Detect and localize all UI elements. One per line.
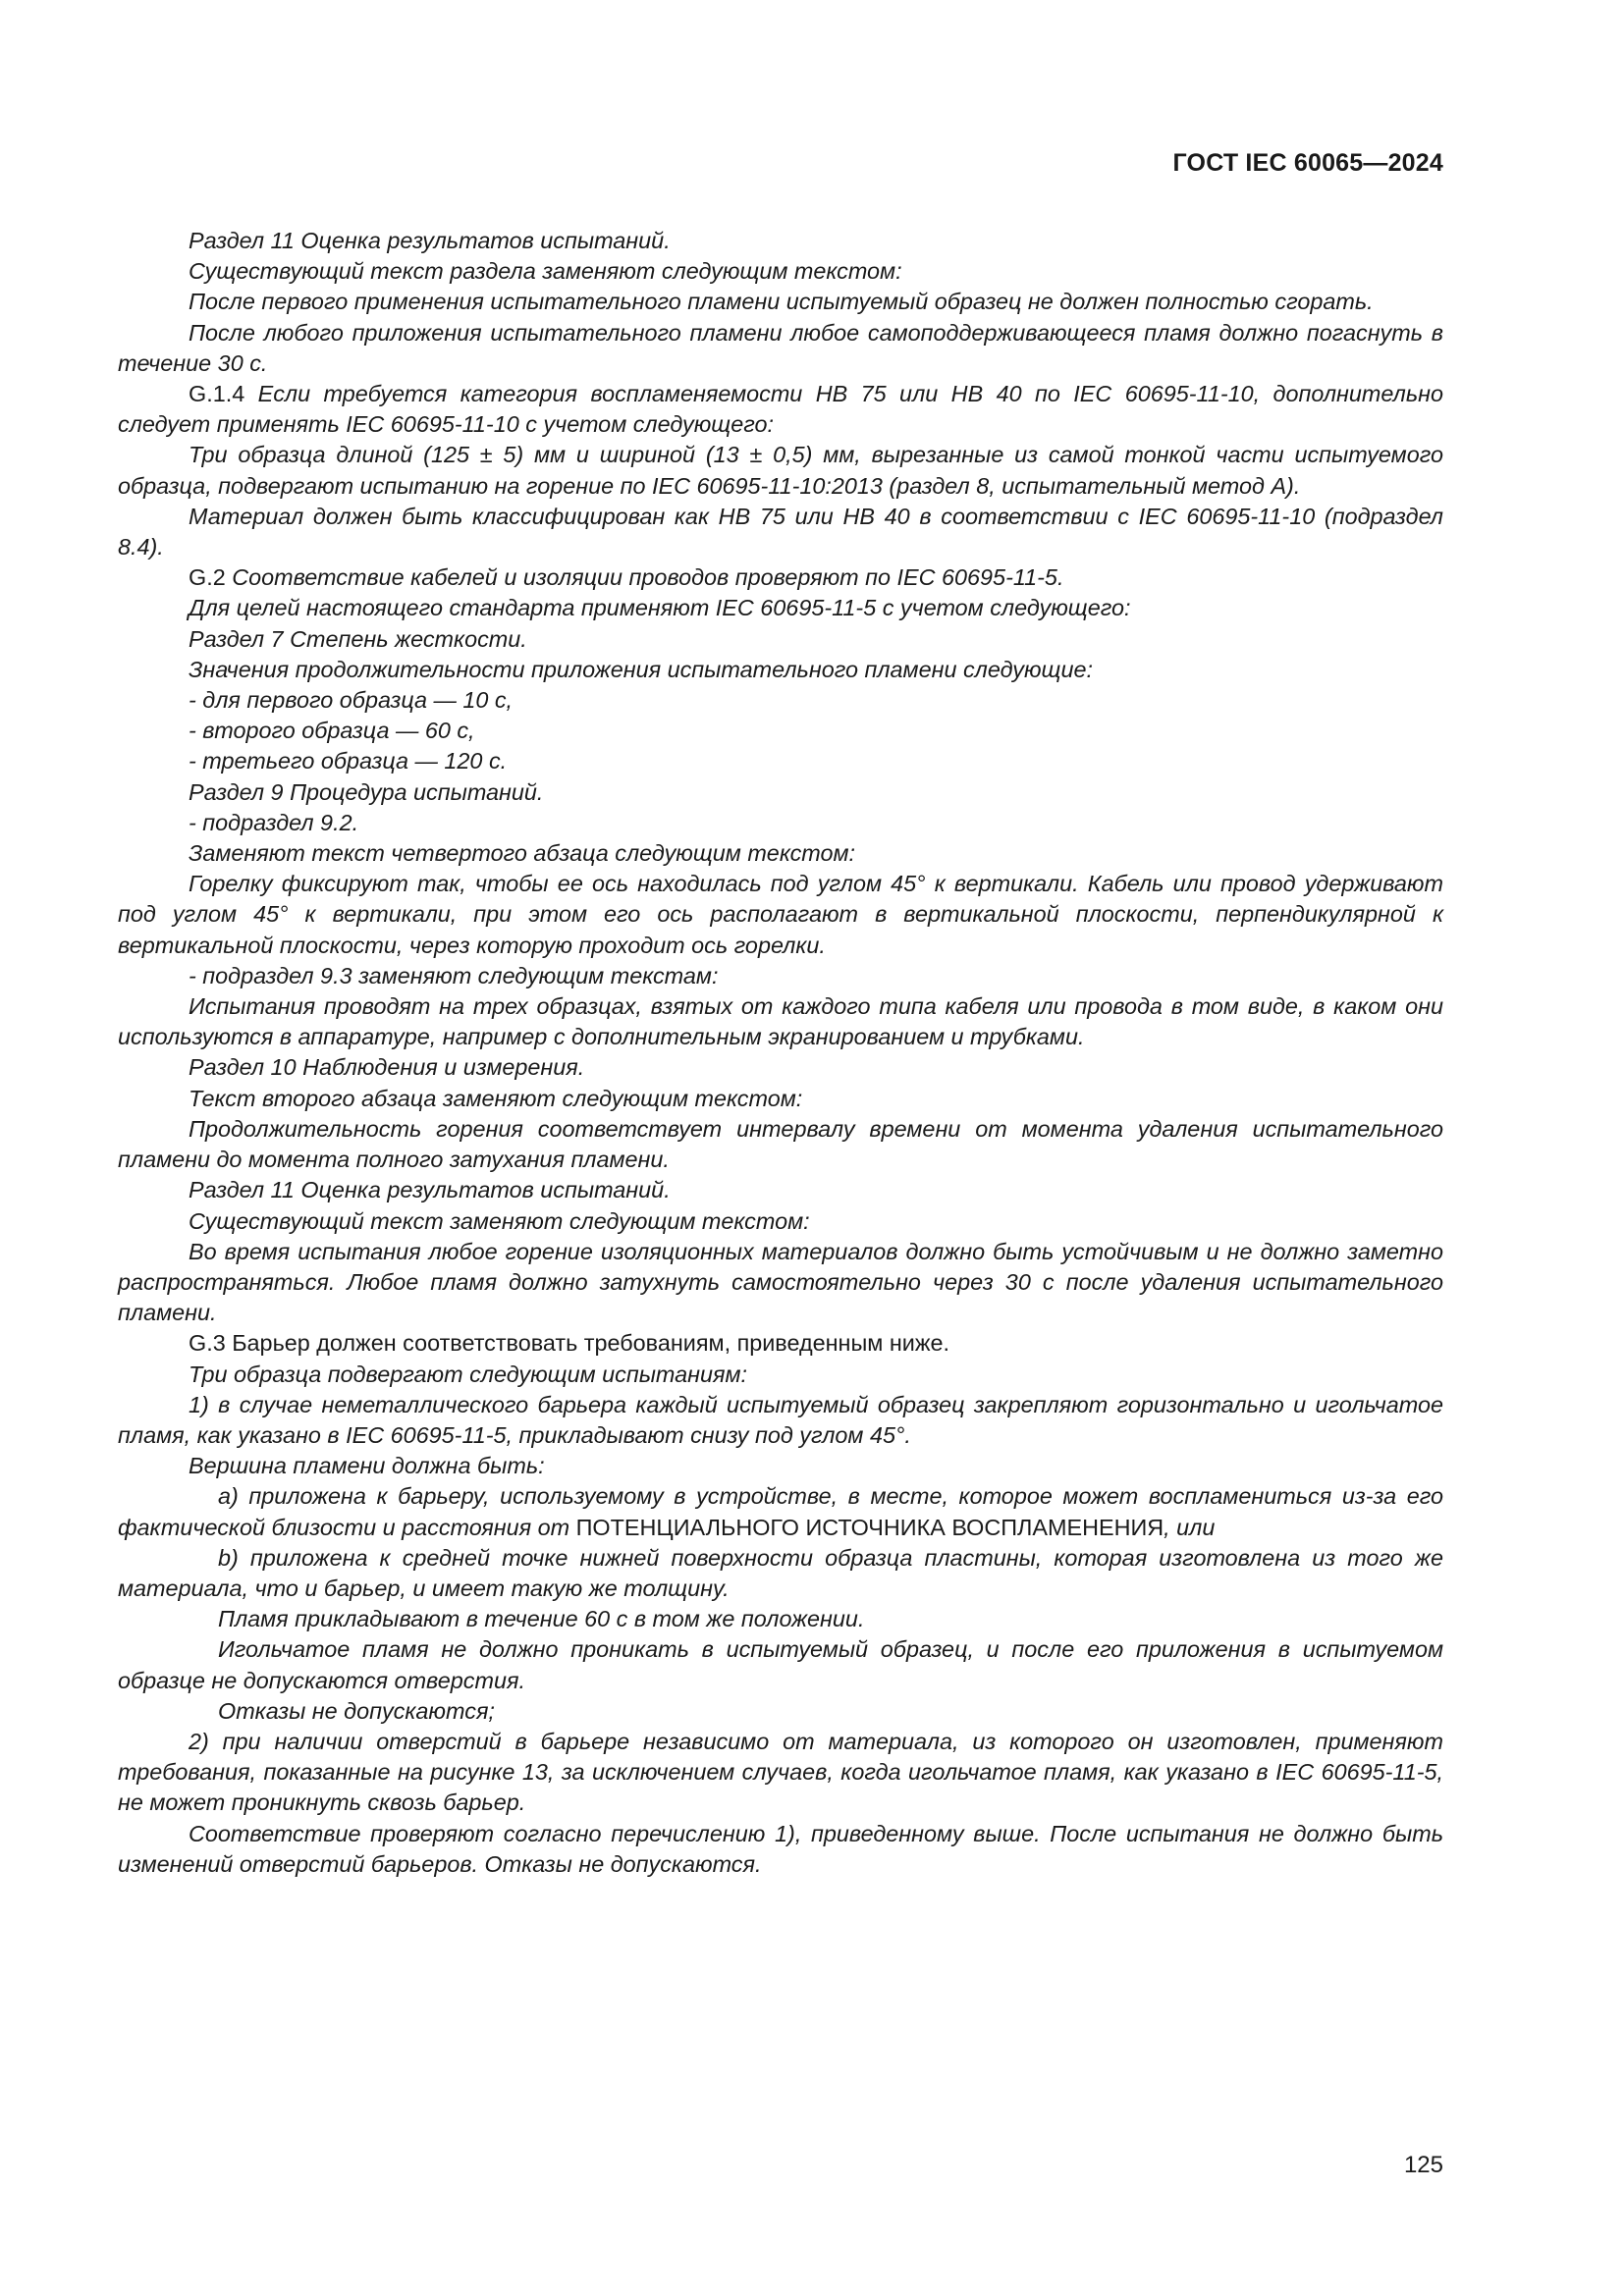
paragraph: Раздел 11 Оценка результатов испытаний. bbox=[189, 1177, 671, 1203]
list-item: - для первого образца — 10 с, bbox=[189, 687, 514, 714]
list-item: 2) при наличии отверстий в барьере независимо от материала, из которого он изготовлен, применяют требования, показанные на рисунке 13, за исключением случаев, когда игольчатое пламя, как указано в IEC 60695-11-5, не может проникнуть сквозь барьер. bbox=[118, 1728, 1443, 1816]
paragraph: Горелку фиксируют так, чтобы ее ось находилась под углом 45° к вертикали. Кабель или провод удерживают под углом 45° к вертикали, при этом его ось располагают в вертикальной плоскости, перпендикулярной к вертикальной плоскости, через которую проходит ось горелки. bbox=[118, 871, 1443, 958]
paragraph: Испытания проводят на трех образцах, взятых от каждого типа кабеля или провода в том виде, в каком они используются в аппаратуре, например с дополнительным экранированием и трубками. bbox=[118, 993, 1443, 1050]
list-item: b) приложена к средней точке нижней поверхности образца пластины, которая изготовлена из того же материала, что и барьер, и имеет такую же толщину. bbox=[118, 1544, 1443, 1601]
paragraph: Игольчатое пламя не должно проникать в испытуемый образец, и после его приложения в испытуемом образце не допускаются отверстия. bbox=[118, 1636, 1443, 1693]
list-item: 1) в случае неметаллического барьера каждый испытуемый образец закрепляют горизонтально и игольчатое пламя, как указано в IEC 60695-11-5, прикладывают снизу под углом 45°. bbox=[118, 1391, 1443, 1448]
document-body bbox=[118, 226, 1443, 1880]
list-item: - подраздел 9.2. bbox=[189, 809, 359, 835]
paragraph: Текст второго абзаца заменяют следующим текстом: bbox=[189, 1085, 803, 1111]
clause-text: Соответствие кабелей и изоляции проводов проверяют по IEC 60695-11-5. bbox=[232, 564, 1064, 591]
document-header: ГОСТ IEC 60065—2024 bbox=[1172, 149, 1443, 177]
paragraph bbox=[118, 379, 1443, 440]
list-item: - второго образца — 60 с, bbox=[189, 718, 475, 744]
paragraph: Существующий текст заменяют следующим текстом: bbox=[189, 1207, 810, 1234]
defined-term: ПОТЕНЦИАЛЬНОГО ИСТОЧНИКА ВОСПЛАМЕНЕНИЯ bbox=[575, 1514, 1164, 1540]
list-item: - третьего образца — 120 с. bbox=[189, 748, 508, 774]
paragraph: Отказы не допускаются; bbox=[218, 1697, 495, 1724]
paragraph: Значения продолжительности приложения испытательного пламени следующие: bbox=[189, 656, 1093, 682]
paragraph: Соответствие проверяют согласно перечислению 1), приведенному выше. После испытания не должно быть изменений отверстий барьеров. Отказы не допускаются. bbox=[118, 1820, 1443, 1877]
paragraph: Раздел 10 Наблюдения и измерения. bbox=[189, 1054, 585, 1081]
paragraph: Пламя прикладывают в течение 60 с в том же положении. bbox=[218, 1606, 865, 1632]
paragraph bbox=[118, 562, 1443, 593]
clause-number: G.2 bbox=[189, 564, 226, 591]
clause-heading: G.3 Барьер должен соответствовать требованиям, приведенным ниже. bbox=[189, 1330, 949, 1357]
paragraph: После первого применения испытательного пламени испытуемый образец не должен полностью сгорать. bbox=[189, 289, 1374, 315]
page-number: 125 bbox=[1403, 2152, 1443, 2178]
paragraph: Заменяют текст четвертого абзаца следующим текстом: bbox=[189, 840, 856, 867]
paragraph: Для целей настоящего стандарта применяют IEC 60695-11-5 с учетом следующего: bbox=[189, 595, 1131, 621]
paragraph: Вершина пламени должна быть: bbox=[189, 1453, 545, 1479]
list-item bbox=[118, 1481, 1443, 1542]
clause-text: Если требуется категория воспламеняемости НВ 75 или НВ 40 по IEC 60695-11-10, дополнительно следует применять IEC 60695-11-10 с учетом следующего: bbox=[118, 381, 1444, 438]
clause-number: G.1.4 bbox=[189, 381, 245, 407]
item-text: a) приложена к барьеру, используемому в устройстве, в месте, которое может воспламениться из-за его фактической близости и расстояния от bbox=[118, 1483, 1443, 1540]
paragraph: Раздел 9 Процедура испытаний. bbox=[189, 778, 544, 805]
paragraph: Три образца длиной (125 ± 5) мм и шириной (13 ± 0,5) мм, вырезанные из самой тонкой части испытуемого образца, подвергают испытанию на горение по IEC 60695-11-10:2013 (раздел 8, испытательный метод А). bbox=[118, 442, 1443, 499]
paragraph: Раздел 7 Степень жесткости. bbox=[189, 625, 527, 652]
paragraph: После любого приложения испытательного пламени любое самоподдерживающееся пламя должно погаснуть в течение 30 с. bbox=[118, 319, 1443, 376]
list-item: - подраздел 9.3 заменяют следующим текстам: bbox=[189, 962, 719, 988]
paragraph: Материал должен быть классифицирован как НВ 75 или НВ 40 в соответствии с IEC 60695-11-10 (подраздел 8.4). bbox=[118, 503, 1443, 561]
paragraph: Три образца подвергают следующим испытаниям: bbox=[189, 1361, 748, 1387]
paragraph: Продолжительность горения соответствует интервалу времени от момента удаления испытательного пламени до момента полного затухания пламени. bbox=[118, 1115, 1443, 1173]
item-tail: , или bbox=[1164, 1514, 1216, 1540]
paragraph: Существующий текст раздела заменяют следующим текстом: bbox=[189, 258, 902, 285]
paragraph: Раздел 11 Оценка результатов испытаний. bbox=[189, 228, 671, 253]
paragraph: Во время испытания любое горение изоляционных материалов должно быть устойчивым и не должно заметно распространяться. Любое пламя должно затухнуть самостоятельно через 30 с после удаления испытательного пламени. bbox=[118, 1238, 1443, 1326]
